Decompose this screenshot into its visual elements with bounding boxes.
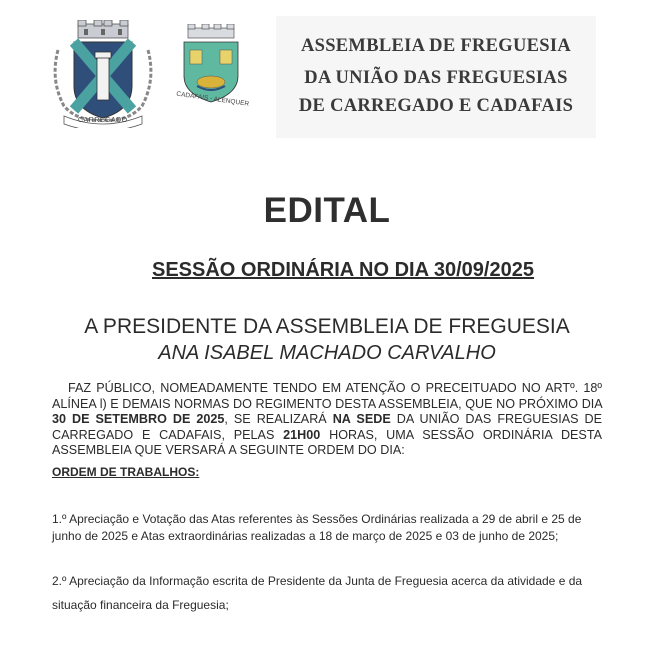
carregado-coat-of-arms-icon: [44, 20, 162, 128]
body-part-1: FAZ PÚBLICO, NOMEADAMENTE TENDO EM ATENÇÃO O PRECEITUADO NO ARTº. 18º ALÍNEA l) E DEMAIS NORMAS DO REGIMENTO DESTA ASSEMBLEIA, QUE NO PRÓXIMO DIA: [52, 381, 602, 411]
session-time: 21H00: [283, 427, 321, 442]
body-part-4: HORAS, UMA SESSÃO ORDINÁRIA DESTA ASSEMBLEIA QUE VERSARÁ A SEGUINTE ORDEM DO DIA:: [52, 427, 602, 457]
session-date: 30 DE SETEMBRO DE 2025: [52, 412, 225, 426]
crest2-caption: CADAFAIS - ALENQUER: [175, 90, 250, 108]
header-line-2: DA UNIÃO DAS FREGUESIAS: [304, 68, 568, 88]
crest1-caption: CARREGADO: [78, 117, 128, 124]
cadafais-coat-of-arms-icon: [172, 24, 250, 124]
announcement-paragraph: [52, 381, 602, 459]
header-line-3: DE CARREGADO E CADAFAIS: [298, 96, 574, 116]
agenda-item-2: 2.º Apreciação da Informação escrita de Presidente da Junta de Freguesia acerca da atividade e da: [52, 574, 583, 588]
header-line-1: ASSEMBLEIA DE FREGUESIA: [300, 36, 572, 56]
session-subtitle: SESSÃO ORDINÁRIA NO DIA 30/09/2025: [152, 259, 534, 281]
document-title: EDITAL: [263, 191, 391, 230]
president-name: ANA ISABEL MACHADO CARVALHO: [158, 342, 496, 364]
agenda-item-2-continuation: situação financeira da Freguesia;: [52, 598, 229, 612]
agenda-item-1: 1.º Apreciação e Votação das Atas referentes às Sessões Ordinárias realizada a 29 de abril e 25 de junho de 2025 e Atas extraordinárias realizadas a 18 de março de 2025 e 03 de junho de 2025;: [52, 512, 582, 543]
session-place: NA SEDE: [332, 412, 391, 426]
body-part-2: , SE REALIZARÁ: [224, 412, 333, 426]
body-part-3: DA UNIÃO DAS FREGUESIAS DE CARREGADO E CADAFAIS, PELAS: [52, 412, 603, 442]
president-line: A PRESIDENTE DA ASSEMBLEIA DE FREGUESIA: [84, 315, 570, 338]
agenda-heading: ORDEM DE TRABALHOS:: [52, 465, 200, 479]
